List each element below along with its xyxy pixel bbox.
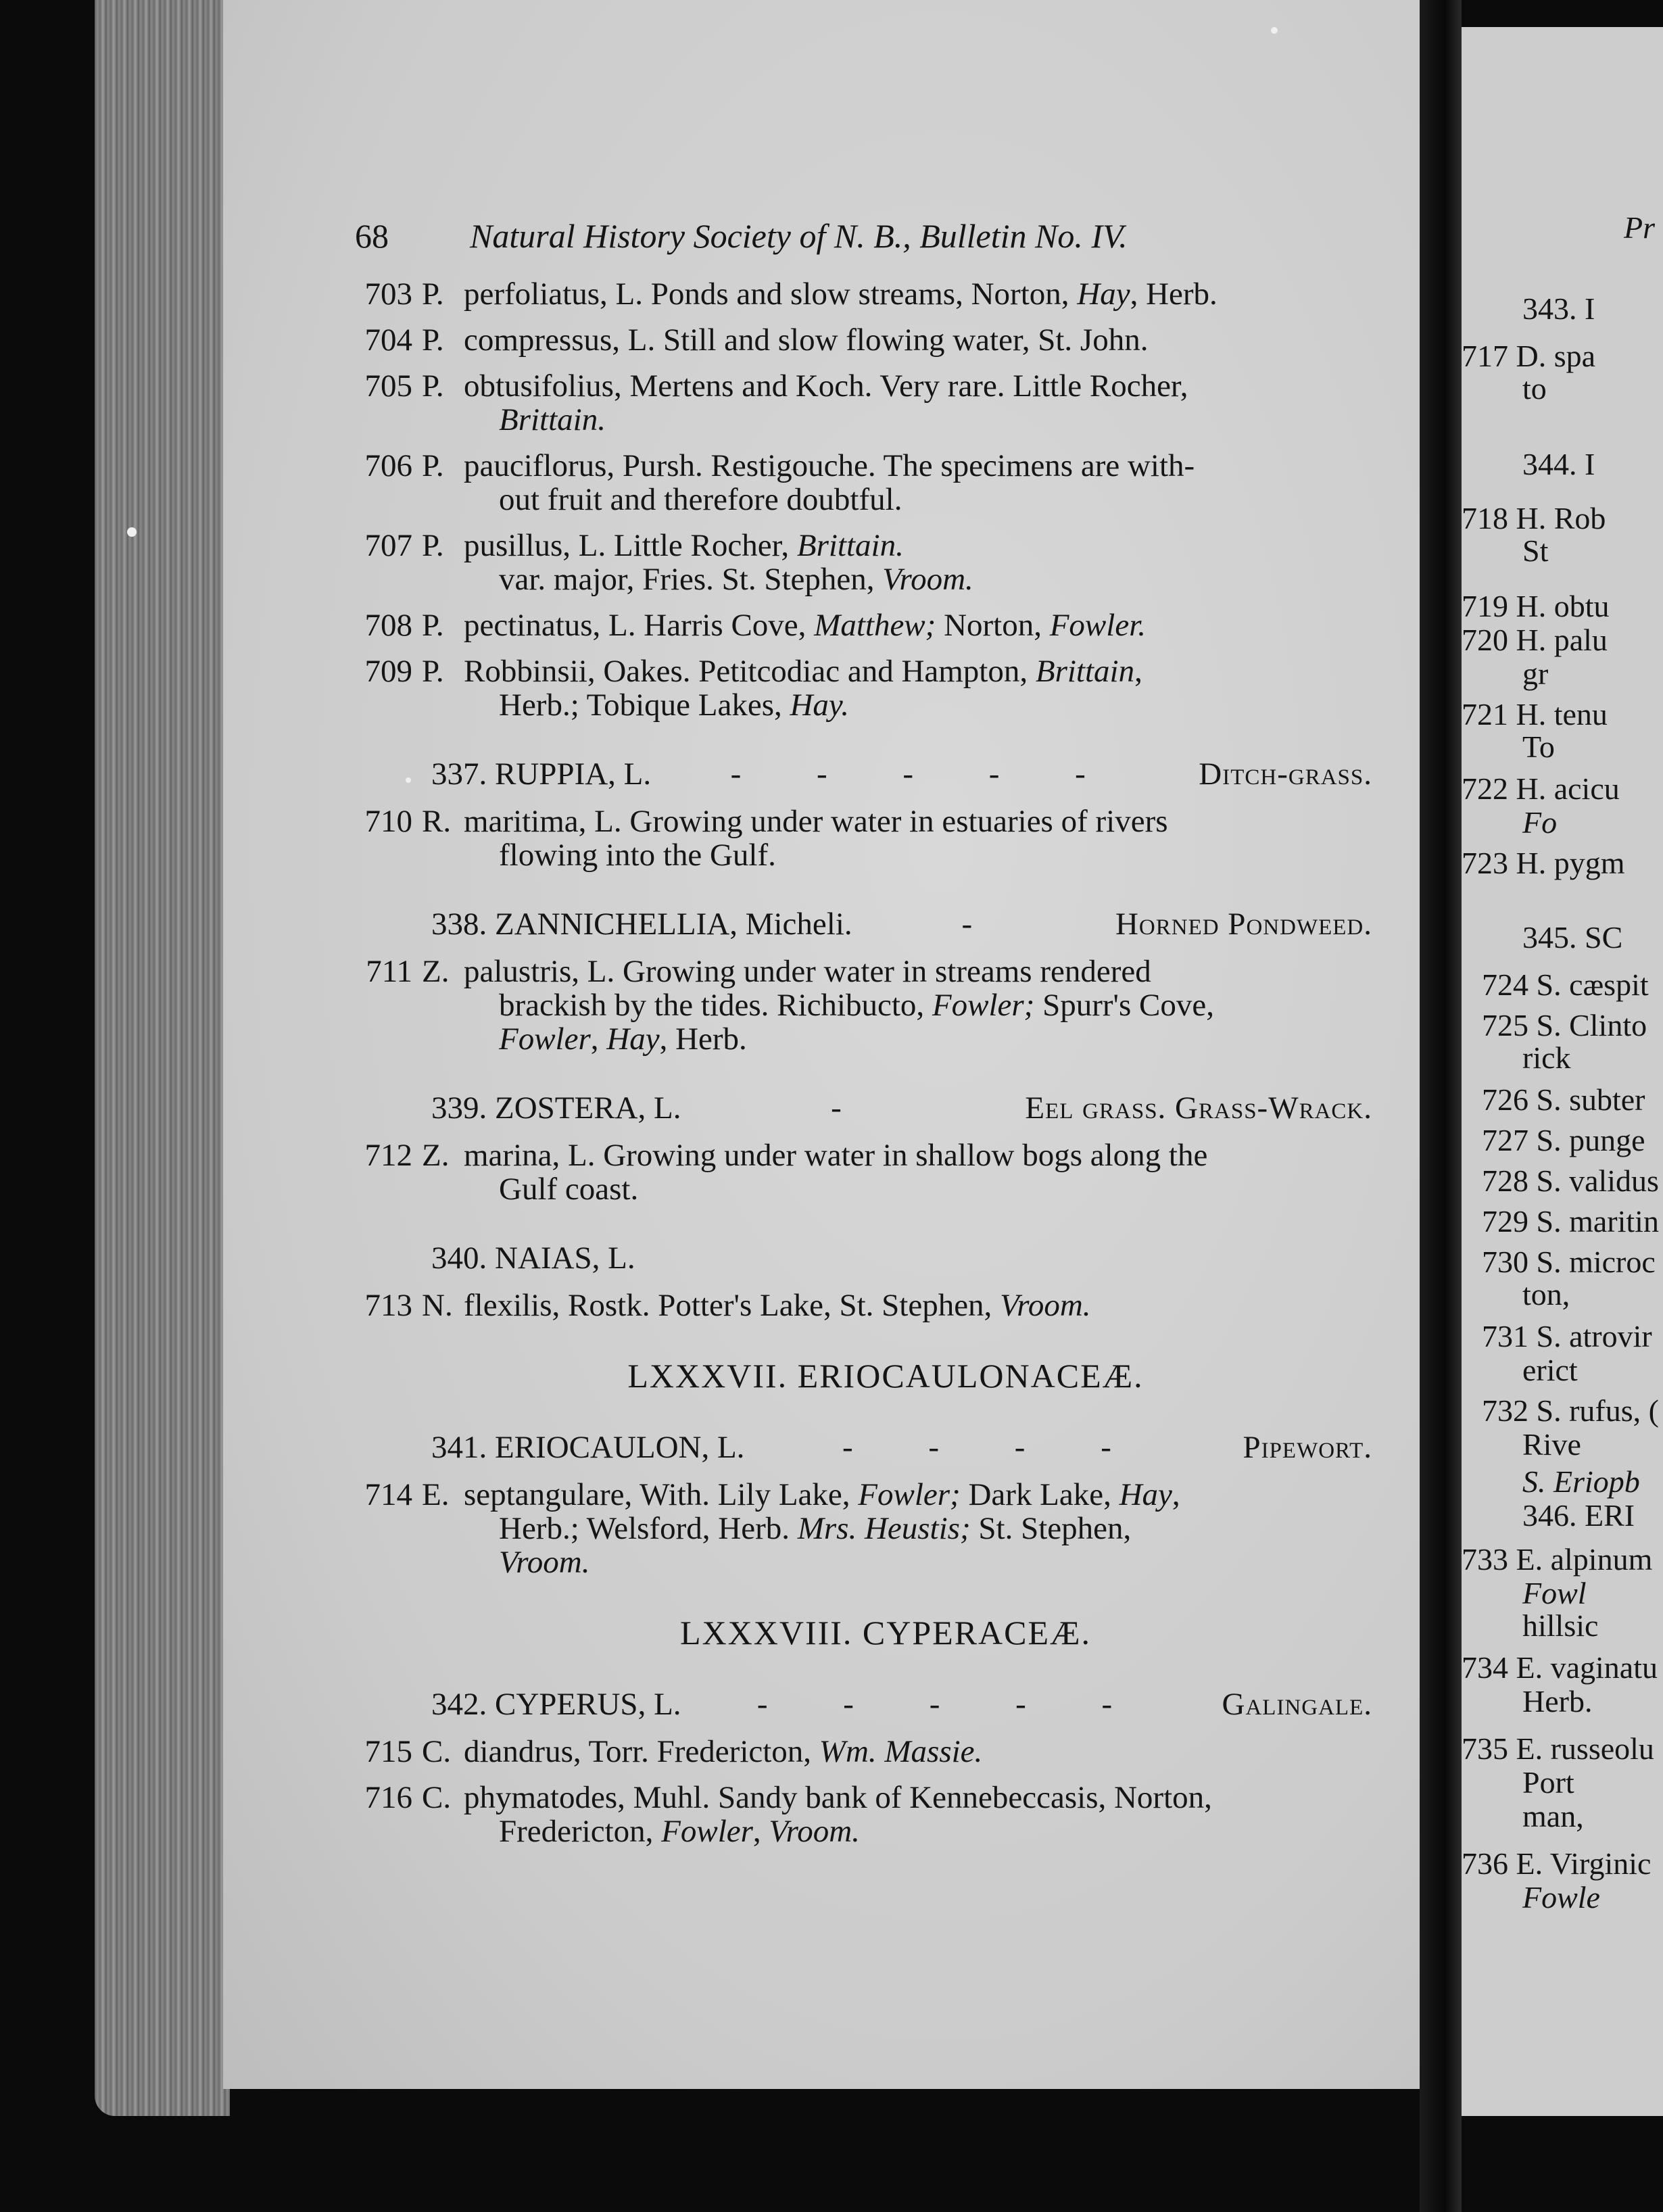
facing-page-line: 343. I bbox=[1522, 291, 1595, 326]
collector-name: Vroom. bbox=[1000, 1288, 1091, 1323]
entry-text: , bbox=[752, 1814, 769, 1849]
facing-page-line: 735 E. russeolu bbox=[1462, 1731, 1654, 1766]
entry-text: perfoliatus, L. Ponds and slow streams, Norton, bbox=[464, 276, 1078, 312]
collector-name: Brittain. bbox=[499, 402, 606, 437]
entry-text: phymatodes, Muhl. Sandy bank of Kennebeccasis, Norton, bbox=[464, 1780, 1212, 1815]
entry-body bbox=[464, 1735, 1372, 1769]
species-entry bbox=[345, 608, 1372, 642]
facing-page-line: 736 E. Virginic bbox=[1462, 1846, 1652, 1881]
facing-page-line: 728 S. validus bbox=[1482, 1163, 1659, 1198]
collector-name: Hay. bbox=[790, 688, 849, 723]
dust-speck bbox=[1271, 27, 1278, 34]
entry-number: 707 bbox=[364, 528, 412, 563]
species-entry bbox=[345, 1478, 1372, 1579]
entry-number: 703 bbox=[364, 276, 412, 312]
facing-page-line: 726 S. subter bbox=[1482, 1082, 1645, 1117]
entry-text: pusillus, L. Little Rocher, bbox=[464, 528, 797, 563]
facing-page-line: 731 S. atrovir bbox=[1482, 1319, 1652, 1353]
collector-name: Brittain bbox=[1035, 654, 1135, 689]
facing-page-line: 718 H. Rob bbox=[1462, 501, 1606, 535]
facing-page-line: 719 H. obtu bbox=[1462, 589, 1610, 623]
common-name: Ditch-grass. bbox=[1199, 756, 1372, 792]
common-name: Pipewort. bbox=[1243, 1430, 1372, 1465]
entry-continuation bbox=[464, 1814, 1372, 1848]
entry-continuation bbox=[464, 688, 1372, 722]
entry-text: , bbox=[1134, 654, 1142, 689]
leader-dashes: - bbox=[961, 907, 1007, 942]
facing-page-line: 720 H. palu bbox=[1462, 623, 1608, 657]
facing-page-line: 721 H. tenu bbox=[1462, 697, 1608, 731]
genus-heading bbox=[431, 1091, 1372, 1125]
entry-text: out fruit and therefore doubtful. bbox=[499, 482, 902, 517]
species-entry bbox=[345, 1781, 1372, 1848]
collector-name: Fowler bbox=[499, 1021, 591, 1057]
facing-page-line: 730 S. microc bbox=[1482, 1245, 1656, 1279]
entry-continuation bbox=[464, 1545, 1372, 1579]
facing-page-line: St bbox=[1522, 533, 1549, 568]
entry-text: Herb.; Tobique Lakes, bbox=[499, 688, 790, 723]
entry-number: 714 bbox=[364, 1477, 412, 1512]
entry-body bbox=[464, 608, 1372, 642]
entry-text: diandrus, Torr. Fredericton, bbox=[464, 1734, 819, 1769]
genus-heading bbox=[431, 757, 1372, 791]
species-list bbox=[345, 277, 1372, 1848]
entry-continuation bbox=[464, 1512, 1372, 1545]
collector-name: Fowler. bbox=[1049, 608, 1147, 643]
entry-continuation bbox=[464, 403, 1372, 437]
entry-body bbox=[464, 955, 1372, 1056]
genus-initial: R. bbox=[422, 804, 452, 839]
facing-page-line: hillsic bbox=[1522, 1608, 1599, 1643]
facing-page-line: gr bbox=[1522, 656, 1549, 691]
entry-body bbox=[464, 1781, 1372, 1848]
entry-text: septangulare, With. Lily Lake, bbox=[464, 1477, 859, 1512]
entry-body bbox=[464, 1478, 1372, 1579]
genus-initial: Z. bbox=[422, 954, 450, 989]
entry-text: , bbox=[1172, 1477, 1180, 1512]
entry-text: Norton, bbox=[936, 608, 1050, 643]
species-entry bbox=[345, 654, 1372, 722]
book-gutter bbox=[1420, 0, 1462, 2212]
entry-continuation bbox=[464, 483, 1372, 516]
facing-page-line: Fowle bbox=[1522, 1880, 1600, 1915]
entry-text: Herb.; Welsford, Herb. bbox=[499, 1511, 798, 1546]
family-heading: LXXXVII. ERIOCAULONACEÆ. bbox=[627, 1357, 1144, 1395]
collector-name: Hay bbox=[1119, 1477, 1172, 1512]
common-name: Horned Pondweed. bbox=[1115, 907, 1372, 942]
collector-name: Hay bbox=[606, 1021, 660, 1057]
family-heading: LXXXVIII. CYPERACEÆ. bbox=[679, 1614, 1092, 1652]
genus-heading bbox=[431, 1430, 1372, 1464]
dust-speck bbox=[127, 527, 137, 537]
genus-initial: C. bbox=[422, 1734, 452, 1769]
facing-page-line: to bbox=[1522, 371, 1547, 406]
facing-page-line: 723 H. pygm bbox=[1462, 846, 1625, 880]
leader-dashes: - - - - - bbox=[730, 756, 1119, 792]
genus-initial: Z. bbox=[422, 1138, 450, 1173]
facing-page-line: ton, bbox=[1522, 1277, 1570, 1312]
entry-text: palustris, L. Growing under water in streams rendered bbox=[464, 954, 1151, 989]
facing-page-line: man, bbox=[1522, 1799, 1584, 1833]
page-edge-stack bbox=[95, 0, 230, 2116]
facing-page-line: 729 S. maritin bbox=[1482, 1204, 1659, 1239]
facing-page-line: S. Eriopb bbox=[1522, 1464, 1640, 1499]
entry-continuation bbox=[464, 838, 1372, 872]
genus-name: 341. ERIOCAULON, L. bbox=[431, 1430, 745, 1465]
entry-text: Spurr's Cove, bbox=[1034, 988, 1214, 1023]
collector-name: Hay bbox=[1077, 276, 1130, 312]
facing-page-line: 727 S. punge bbox=[1482, 1123, 1645, 1157]
entry-body bbox=[464, 277, 1372, 311]
entry-body bbox=[464, 449, 1372, 516]
entry-text: maritima, L. Growing under water in estuaries of rivers bbox=[464, 804, 1168, 839]
entry-body bbox=[464, 529, 1372, 596]
facing-page-line: 733 E. alpinum bbox=[1462, 1542, 1653, 1577]
entry-number: 705 bbox=[364, 368, 412, 404]
entry-number: 710 bbox=[364, 804, 412, 839]
entry-continuation bbox=[464, 1172, 1372, 1206]
facing-page-line: erict bbox=[1522, 1353, 1578, 1387]
genus-initial: P. bbox=[422, 654, 444, 689]
entry-text: Gulf coast. bbox=[499, 1172, 639, 1207]
collector-name: Brittain. bbox=[796, 528, 904, 563]
genus-name: 338. ZANNICHELLIA, Micheli. bbox=[431, 907, 852, 942]
genus-heading bbox=[431, 1241, 1372, 1275]
leader-dashes: - bbox=[831, 1090, 875, 1126]
genus-initial: C. bbox=[422, 1780, 452, 1815]
entry-number: 712 bbox=[364, 1138, 412, 1173]
entry-text: marina, L. Growing under water in shallow bogs along the bbox=[464, 1138, 1208, 1173]
facing-page-fragment bbox=[1462, 27, 1663, 2116]
genus-initial: P. bbox=[422, 368, 444, 404]
entry-text: , Herb. bbox=[659, 1021, 747, 1057]
entry-text: compressus, L. Still and slow flowing water, St. John. bbox=[464, 322, 1149, 358]
facing-page-line: Rive bbox=[1522, 1427, 1581, 1462]
species-entry bbox=[345, 369, 1372, 437]
genus-name: 339. ZOSTERA, L. bbox=[431, 1090, 681, 1126]
entry-body bbox=[464, 323, 1372, 357]
genus-heading bbox=[431, 1687, 1372, 1721]
leader-dashes: - - - - bbox=[842, 1430, 1145, 1465]
common-name: Eel grass. Grass-Wrack. bbox=[1025, 1090, 1372, 1126]
collector-name: Wm. Massie. bbox=[819, 1734, 983, 1769]
species-entry bbox=[345, 804, 1372, 872]
entry-number: 715 bbox=[364, 1734, 412, 1769]
facing-page-line: 717 D. spa bbox=[1462, 339, 1596, 373]
entry-text: Dark Lake, bbox=[960, 1477, 1119, 1512]
collector-name: Vroom. bbox=[769, 1814, 860, 1849]
species-entry bbox=[345, 1289, 1372, 1322]
collector-name: Mrs. Heustis; bbox=[797, 1511, 971, 1546]
entry-text: brackish by the tides. Richibucto, bbox=[499, 988, 932, 1023]
genus-name: 337. RUPPIA, L. bbox=[431, 756, 652, 792]
facing-page-line: Fo bbox=[1522, 805, 1558, 840]
entry-continuation bbox=[464, 562, 1372, 596]
running-title: Natural History Society of N. B., Bulletin No. IV. bbox=[470, 217, 1128, 255]
species-entry bbox=[345, 449, 1372, 516]
entry-text: flexilis, Rostk. Potter's Lake, St. Stephen, bbox=[464, 1288, 1001, 1323]
collector-name: Matthew; bbox=[814, 608, 936, 643]
facing-page-line: 734 E. vaginatu bbox=[1462, 1650, 1658, 1685]
species-entry bbox=[345, 1138, 1372, 1206]
facing-page-line: 725 S. Clinto bbox=[1482, 1008, 1647, 1042]
entry-number: 708 bbox=[364, 608, 412, 643]
entry-body bbox=[464, 369, 1372, 437]
page-number: 68 bbox=[355, 217, 389, 255]
entry-text: Fredericton, bbox=[499, 1814, 662, 1849]
collector-name: Fowler; bbox=[858, 1477, 961, 1512]
facing-page-line: Pr bbox=[1624, 210, 1655, 245]
entry-number: 711 bbox=[366, 954, 412, 989]
genus-initial: P. bbox=[422, 276, 444, 312]
running-header bbox=[355, 216, 1372, 277]
entry-number: 713 bbox=[364, 1288, 412, 1323]
genus-heading bbox=[431, 907, 1372, 941]
entry-continuation bbox=[464, 988, 1372, 1022]
entry-text: pauciflorus, Pursh. Restigouche. The specimens are with- bbox=[464, 448, 1195, 483]
entry-text: obtusifolius, Mertens and Koch. Very rare. Little Rocher, bbox=[464, 368, 1188, 404]
entry-number: 704 bbox=[364, 322, 412, 358]
entry-body bbox=[464, 1289, 1372, 1322]
genus-initial: P. bbox=[422, 448, 444, 483]
facing-page-line: 724 S. cæspit bbox=[1482, 967, 1649, 1002]
facing-page-line: 344. I bbox=[1522, 447, 1595, 481]
species-entry bbox=[345, 955, 1372, 1056]
genus-initial: P. bbox=[422, 608, 444, 643]
entry-number: 716 bbox=[364, 1780, 412, 1815]
genus-initial: P. bbox=[422, 322, 444, 358]
species-entry bbox=[345, 529, 1372, 596]
collector-name: Vroom. bbox=[882, 562, 973, 597]
entry-number: 706 bbox=[364, 448, 412, 483]
collector-name: Vroom. bbox=[499, 1545, 590, 1580]
genus-initial: P. bbox=[422, 528, 444, 563]
facing-page-line: 722 H. acicu bbox=[1462, 771, 1620, 806]
facing-page-line: Fowl bbox=[1522, 1576, 1587, 1610]
facing-page-line: Herb. bbox=[1522, 1684, 1593, 1718]
entry-text: pectinatus, L. Harris Cove, bbox=[464, 608, 815, 643]
common-name: Galingale. bbox=[1222, 1687, 1372, 1722]
genus-initial: N. bbox=[422, 1288, 453, 1323]
facing-page-line: 345. SC bbox=[1522, 920, 1623, 955]
facing-page-line: Port bbox=[1522, 1765, 1574, 1800]
page-content bbox=[345, 216, 1372, 1860]
species-entry bbox=[345, 1735, 1372, 1769]
facing-page-line: To bbox=[1522, 729, 1555, 764]
species-entry bbox=[345, 323, 1372, 357]
entry-text: Robbinsii, Oakes. Petitcodiac and Hampton, bbox=[464, 654, 1036, 689]
facing-page-line: rick bbox=[1522, 1040, 1571, 1075]
entry-text: flowing into the Gulf. bbox=[499, 838, 776, 873]
genus-name: 342. CYPERUS, L. bbox=[431, 1687, 681, 1722]
entry-body bbox=[464, 654, 1372, 722]
leader-dashes: - - - - - bbox=[756, 1687, 1147, 1722]
entry-text: , Herb. bbox=[1130, 276, 1218, 312]
entry-body bbox=[464, 804, 1372, 872]
collector-name: Fowler; bbox=[932, 988, 1035, 1023]
species-entry bbox=[345, 277, 1372, 311]
entry-text: St. Stephen, bbox=[970, 1511, 1132, 1546]
entry-continuation bbox=[464, 1022, 1372, 1056]
entry-text: , bbox=[590, 1021, 607, 1057]
entry-body bbox=[464, 1138, 1372, 1206]
dust-speck bbox=[406, 777, 411, 783]
entry-number: 709 bbox=[364, 654, 412, 689]
genus-initial: E. bbox=[422, 1477, 450, 1512]
collector-name: Fowler bbox=[661, 1814, 753, 1849]
facing-page-line: 346. ERI bbox=[1522, 1498, 1635, 1533]
genus-name: 340. NAIAS, L. bbox=[431, 1241, 635, 1276]
entry-text: var. major, Fries. St. Stephen, bbox=[499, 562, 883, 597]
facing-page-line: 732 S. rufus, ( bbox=[1482, 1393, 1659, 1428]
